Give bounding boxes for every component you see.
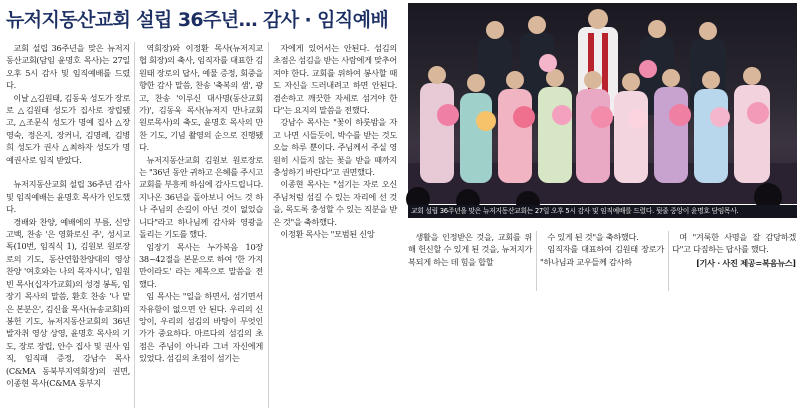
article-paragraph: 생활을 인정받은 것을, 교회를 위해 헌신할 수 있게 된 것을, 뉴저지가 복되게 하는 데 힘을 합할 — [408, 232, 532, 267]
article-column-3 — [273, 42, 397, 240]
article-paragraph: 임직자를 대표하여 김원태 장로가 "하나님과 교우들께 감사하 — [540, 244, 664, 267]
event-photo — [408, 3, 797, 204]
article-column-5 — [540, 231, 664, 268]
column-divider — [268, 42, 269, 408]
article-paragraph: 임 목사는 "일을 하면서, 섬기면서 자유함이 없으면 안 된다. 우리의 신앙이, 우리의 섬김의 바탕이 무엇인가가 중요하다. 마르다의 섬김의 초점은 주님이 아니라 그녀 자신에게 있었다. 섬김의 초점이 섬기는 — [139, 291, 263, 364]
article-paragraph: 이정환 목사는 "모범된 신앙 — [280, 229, 375, 240]
article-paragraph — [6, 166, 130, 178]
article-paragraph: 며 "겨룩한 사명을 잘 감당하겠다"고 다짐하는 답사를 했다. — [672, 232, 796, 255]
column-divider — [134, 42, 135, 408]
article-paragraph: 수 있게 된 것"을 축하했다. — [547, 232, 639, 242]
headline: 뉴저지동산교회 설립 36주년… 감사 · 임직예배 — [6, 9, 389, 31]
article-paragraph: 자에게 있어서는 안된다. 섬김의 초점은 섬김을 받는 사람에게 맞추어져야 한다. 교회를 위하여 봉사할 때도 자신을 드러내려고 하면 안된다. 겸손하고 깨끗한 자세로 섬겨야 한다"는 요지의 말씀을 전했다. — [273, 43, 397, 116]
article-paragraph: 교회 설립 36주년을 맞은 뉴저지동산교회(담임 윤명호 목사)는 27일 오후 5시 감사 및 임직예배를 드렸다. — [6, 43, 130, 91]
article-column-6 — [672, 231, 796, 269]
article-column-1 — [6, 42, 130, 408]
article-paragraph: 강남수 목사는 "꽃이 하룻밤을 자고 나면 시들듯이, 박수를 받는 것도 오늘 하루 뿐이다. 주님께서 주실 영원히 시들지 않는 꽃을 받을 때까지 충성하기 바란다"고 권면했다. — [273, 117, 397, 178]
article-paragraph: 이종현 목사는 "섬기는 자로 오신 주님처럼 섬길 수 있는 자리에 선 것을, 목도록 충성할 수 있는 직분을 받은 것"을 축하했다. — [273, 179, 397, 227]
article-paragraph: 이날 △김원태, 김동욱 성도가 장로로 △김원태 성도가 집사로 장립됐고, △조문식 성도가 명예 집사 △장영숙, 정은지, 장커니, 김명례, 김병희 성도가 권사 △최하자 성도가 명예권사로 임직 받았다. — [6, 92, 130, 165]
article-column-6-text — [672, 231, 796, 256]
article-paragraph: 역회장)와 이정환 목사(뉴저지교협 회장)의 축사, 임직자를 대표한 김원태 장로의 답사, 예물 증정, 회중을 향한 감사 말씀, 찬송 '축복의 샘', 광고, 찬송 '이루신 대사명(동산교회가)', 김동욱 목사(뉴저지 만나교회 원로목사)의 축도, 윤명호 목사의 만찬 기도, 기념 촬영의 순으로 진행됐다. — [139, 43, 263, 153]
article-paragraph: 경배와 찬양, 예배에의 부름, 신앙 고백, 찬송 '은 영화로신 주', 성시교독(10번, 임직식 1), 김원보 원로장로의 기도, 동산연합찬양대의 영상 찬양 '여호와는 나의 목자시니', 임원빈 목사(십자가교회)의 성경 봉독, 임장기 목사의 말씀, 환호 찬송 '나 맡은 본분은', 김신율 목사(뉴송교회)의 봉헌 기도, 뉴저지동산교회의 36년 발자취 영상 상영, 윤명호 목사의 기도, 장로 장립, 안수 집사 및 권사 임직, 임직패 증정, 강남수 목사(C&MA 동북부지역회장)의 권면, 이종현 목사(C&MA 동부지 — [6, 216, 130, 388]
article-paragraph: 뉴저지동산교회 김원보 원로장로는 "36년 동안 귀하고 은혜를 주시고 교회를 부흥케 하심에 감사드립니다. 지나온 36년을 돌아보니 어느 것 하나 주님의 손길이 아닌 것이 없었습니다"라고 하나님께 감사와 영광을 돌리는 기도를 했다. — [139, 154, 263, 240]
column-divider — [668, 231, 669, 291]
article-column-2 — [139, 42, 263, 408]
article-column-4 — [408, 231, 532, 268]
column-divider — [536, 231, 537, 291]
photo-credit: [기사 · 사진 제공=복음뉴스] — [695, 257, 796, 268]
article-paragraph: 뉴저지동산교회 설립 36주년 감사 및 임직예배는 윤명호 목사가 인도했다. — [6, 179, 130, 215]
photo-caption: 교회 설립 36주년을 맞은 뉴저지동산교회는 27일 오후 5시 감사 및 임직예배를 드렸다. 뒷줄 중앙이 윤명호 담임목사. — [408, 205, 797, 218]
article-paragraph: 임장기 목사는 누가복음 10장 38~42절을 본문으로 하여 '한 가지 만이라도' 라는 제목으로 말씀을 전했다. — [139, 241, 263, 289]
